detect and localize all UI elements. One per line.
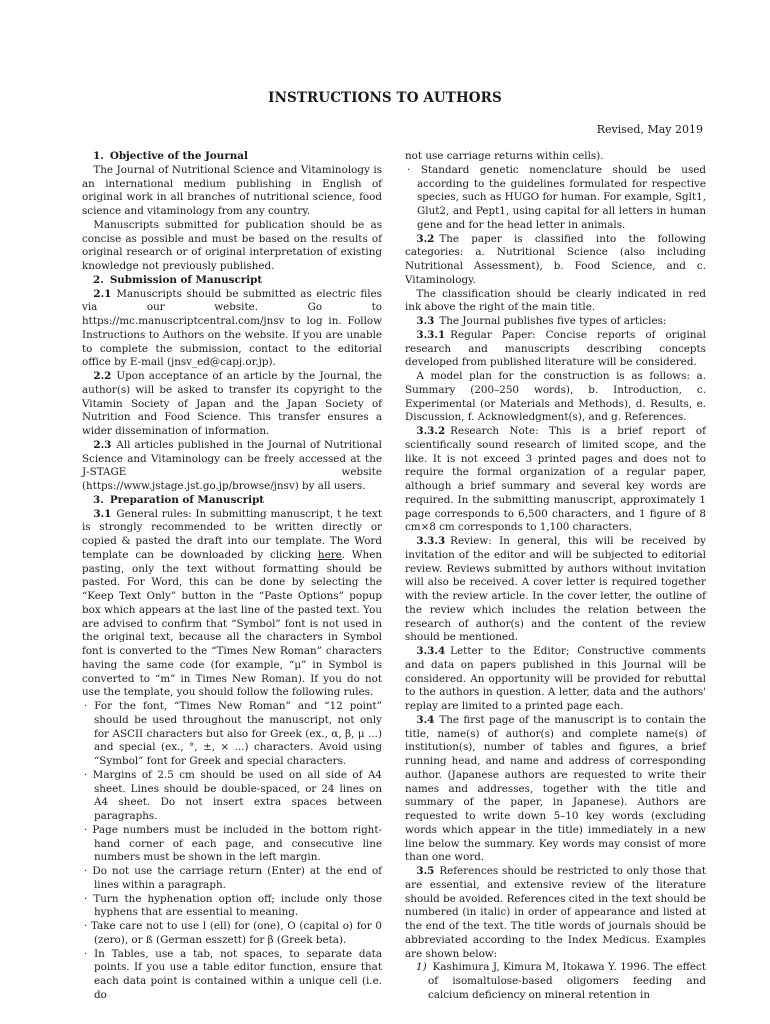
subsection-number: 3.2	[416, 232, 435, 245]
subsection-paragraph	[82, 508, 382, 701]
bullet-item: · Standard genetic nomenclature should be used according to the guidelines formulated for respective species, such as HUGO for human. For example, Sglt1, Glut2, and Pept1, using capital for all letters in human gene and for the head letter in animals.	[407, 163, 706, 231]
subsection-paragraph	[405, 714, 706, 865]
revised-date: Revised, May 2019	[596, 123, 703, 136]
page-title: INSTRUCTIONS TO AUTHORS	[268, 90, 502, 106]
subsection-number: 3.3.2	[416, 425, 446, 437]
section-number: 3.	[93, 493, 104, 506]
reference-number: 1)	[416, 961, 427, 974]
bullet-item: · Margins of 2.5 cm should be used on all side of A4 sheet. Lines should be double-spaced, or 24 lines on A4 sheet. Do not insert extra spaces between paragraphs.	[84, 768, 382, 822]
subsection-text: Letter to the Editor; Constructive comments and data on papers published in this Journal will be considered. An opportunity will be provided for rebuttal to the authors in question. A letter, data and the authors' replay are limited to a printed page each.	[405, 645, 706, 712]
bullet-item: · Page numbers must be included in the bottom right-hand corner of each page, and consecutive line numbers must be shown in the left margin.	[84, 823, 382, 864]
reference-text: Kashimura J, Kimura M, Itokawa Y. 1996. The effect of isomaltulose-based oligomers feeding and calcium deficiency on mineral retention in	[428, 961, 706, 1001]
template-download-link[interactable]: here	[317, 548, 342, 561]
subsection-text: Research Note: This is a brief report of scientifically sound research of limited scope, and the like. It is not exceed 3 printed pages and does not to require the formal organization of a regular paper, although a brief summary and several key words are required. In the submitting manuscript, approximately 1 page corresponds to 6,500 characters, and 1 figure of 8 cm×8 cm corresponds to 1,100 characters.	[405, 425, 706, 534]
subsection-text: The first page of the manuscript is to contain the title, name(s) of author(s) and complete name(s) of institution(s), number of tables and figures, a brief running head, and name and address of corresponding author. (Japanese authors are requested to write their names and addresses, together with the title and summary of the paper, in Japanese). Authors are requested to write down 5–10 key words (excluding words which appear in the title) immediately in a new line below the summary. Key words may consist of more than one word.	[405, 713, 706, 864]
subsection-text: General rules: In submitting manuscript, t he text is strongly recommended to be written directly or copied & pasted the draft into our template. The Word template can be downloaded by clicking	[82, 507, 382, 561]
bullet-item: · Turn the hyphenation option off; include only those hyphens that are essential to meaning.	[84, 892, 382, 919]
subsection-paragraph	[82, 288, 382, 371]
subsection-number: 3.3.1	[416, 328, 446, 341]
section-heading-text: Objective of the Journal	[109, 150, 248, 162]
bullet-item: · Take care not to use l (ell) for (one), O (capital o) for 0 (zero), or ß (German esszett) for β (Greek beta).	[84, 920, 382, 946]
right-column	[405, 150, 706, 1003]
subsection-number: 2.3	[93, 438, 112, 451]
subsection-text: Upon acceptance of an article by the Journal, the author(s) will be asked to transfer its copyright to the Vitamin Society of Japan and the Japan Society of Nutrition and Food Science. This transfer ensures a wider dissemination of information.	[82, 370, 382, 437]
paragraph: A model plan for the construction is as follows: a. Summary (200–250 words), b. Introduction, c. Experimental (or Materials and Methods), d. Results, e. Discussion, f. Acknowledgment(s), and g. References.	[405, 370, 706, 424]
section-heading	[82, 274, 382, 288]
section-heading	[82, 494, 382, 508]
subsection-paragraph	[405, 535, 706, 645]
bullet-item: · In Tables, use a tab, not spaces, to separate data points. If you use a table editor function, ensure that each data point is contained within a unique cell (i.e. do	[84, 947, 382, 1001]
subsection-paragraph	[405, 645, 706, 714]
subsection-text: The Journal publishes five types of articles:	[439, 315, 667, 327]
subsection-text: Review: In general, this will be received by invitation of the editor and will be subjected to editorial review. Reviews submitted by authors without invitation will also be received. A cover letter is required together with the review article. In the cover letter, the outline of the review which includes the relation between the research of author(s) and the content of the review should be mentioned.	[405, 535, 706, 644]
subsection-paragraph	[405, 865, 706, 961]
paragraph: Manuscripts submitted for publication should be as concise as possible and must be based on the results of original research or of original interpretation of existing knowledge not previously published.	[82, 218, 382, 272]
subsection-number: 3.3.3	[416, 535, 446, 547]
subsection-text: References should be restricted to only those that are essential, and extensive review of the literature should be avoided. References cited in the text should be numbered (in italic) in order of appearance and listed at the end of the text. The title words of journals should be abbreviated according to the Index Medicus. Examples are shown below:	[405, 865, 706, 960]
section-number: 1.	[93, 150, 104, 162]
section-heading-text: Preparation of Manuscript	[109, 493, 265, 506]
subsection-text: Manuscripts should be submitted as electric files via our website. Go to https://mc.manuscriptcentral.com/jnsv to log in. Follow Instructions to Authors on the website. If you are unable to complete the submission, contact to the editorial office by E-mail (jnsv_ed@capj.or.jp).	[82, 287, 382, 369]
reference-item	[405, 961, 706, 1002]
subsection-number: 3.3	[416, 315, 435, 327]
subsection-number: 3.1	[93, 507, 112, 520]
subsection-paragraph	[82, 370, 382, 439]
section-heading	[82, 150, 382, 164]
bullet-item: · Do not use the carriage return (Enter) at the end of lines within a paragraph.	[84, 865, 382, 891]
subsection-text: . When pasting, only the text without formatting should be pasted. For Word, this can be done by selecting the “Keep Text Only” button in the “Paste Options” popup box which appears at the last line of the pasted text. You are advised to confirm that “Symbol” font is not used in the original text, because all the characters in Symbol font is converted to the “Times New Roman” characters having the same code (for example, “μ” in Symbol is converted to “m” in Times New Roman). If you do not use the template, you should follow the following rules.	[82, 548, 383, 699]
subsection-text: All articles published in the Journal of Nutritional Science and Vitaminology can be freely accessed at the J-STAGE website (https://www.jstage.jst.go.jp/browse/jnsv) by all users.	[82, 438, 382, 492]
subsection-paragraph	[405, 329, 706, 370]
paragraph: The Journal of Nutritional Science and Vitaminology is an international medium publishing in English of original work in all branches of nutritional science, food science and vitaminology from any country.	[82, 163, 382, 217]
bullet-item: · For the font, “Times New Roman” and “12 point” should be used throughout the manuscript, not only for ASCII characters but also for Greek (ex., α, β, μ ...) and special (ex., °, ±, × ...) characters. Avoid using “Symbol” font for Greek and special characters.	[84, 700, 382, 767]
subsection-text: Regular Paper: Concise reports of original research and manuscripts describing concepts developed from published literature will be considered.	[405, 328, 706, 369]
subsection-text: The paper is classified into the following categories: a. Nutritional Science (also including Nutritional Assessment), b. Food Science, and c. Vitaminology.	[405, 232, 706, 286]
subsection-number: 2.1	[93, 287, 112, 300]
section-number: 2.	[93, 273, 104, 286]
subsection-paragraph	[405, 425, 706, 535]
left-column	[82, 150, 382, 1003]
subsection-paragraph	[82, 439, 382, 494]
subsection-paragraph	[405, 315, 706, 329]
subsection-number: 3.4	[416, 713, 435, 726]
subsection-number: 3.3.4	[416, 645, 446, 657]
subsection-paragraph	[405, 233, 706, 288]
subsection-number: 2.2	[93, 370, 112, 382]
subsection-number: 3.5	[416, 865, 435, 877]
section-heading-text: Submission of Manuscript	[109, 273, 263, 286]
paragraph-continuation: not use carriage returns within cells).	[405, 150, 604, 162]
paragraph: The classification should be clearly indicated in red ink above the right of the main title.	[405, 287, 706, 314]
